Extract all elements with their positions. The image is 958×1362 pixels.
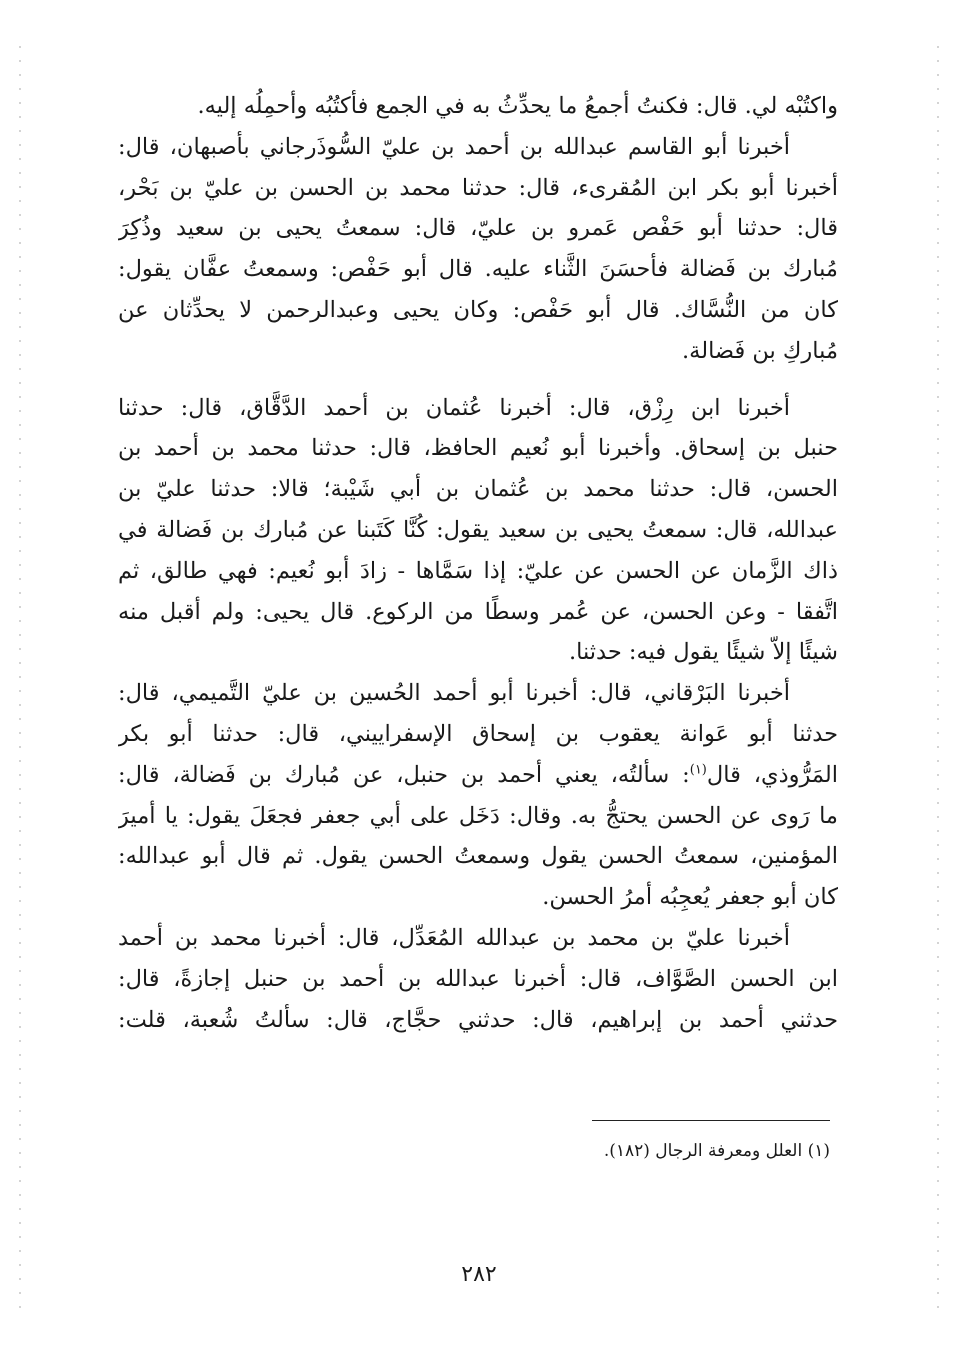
text-line: كان أبو جعفر يُعجِبُه أمرُ الحسن. [542, 884, 838, 911]
text-line: شيئًا إلاّ شيئًا يقول فيه: حدثنا. [568, 639, 838, 666]
text-line: حدثني أحمد بن إبراهيم، قال: حدثني حجَّاج، قال: سألتُ شُعبة، قلت: [118, 1006, 838, 1033]
text-line: مُبارك بن فَضالة فأحسَنَ الثَّناء عليه. قال أبو حَفْص: وسمعتُ عفَّان يقول: [118, 256, 838, 283]
text-line: اتَّفقا - وعن الحسن، عن عُمر وسطًا من الركوع. قال يحيى: ولم أقبل منه [118, 598, 838, 625]
text-line: أخبرنا البَرْقاني، قال: أخبرنا أبو أحمد الحُسين بن عليّ التَّميمي، قال: [118, 680, 790, 707]
text-line: أخبرنا عليّ بن محمد بن عبدالله المُعَدِّل، قال: أخبرنا محمد بن أحمد [118, 924, 790, 951]
text-line: ذاك الزَّمان عن الحسن عن عليّ: إذا سَمَّاها - زادَ أبو نُعيم: فهي طالق، ثم [118, 557, 838, 584]
text-line: أخبرنا ابن رِزْق، قال: أخبرنا عُثمان بن أحمد الدَّقَّاق، قال: حدثنا [118, 394, 790, 421]
text-line: قال: حدثنا أبو حَفْص عَمرو بن عليّ، قال: سمعتُ يحيى بن سعيد وذُكِرَ [118, 215, 838, 242]
text-line: حنبل بن إسحاق. وأخبرنا أبو نُعيم الحافظ، قال: حدثنا محمد بن أحمد بن [118, 435, 838, 462]
text-line [118, 755, 838, 796]
footnote-reference: (١) [689, 762, 707, 778]
text-line: أخبرنا أبو بكر ابن المُقرىء، قال: حدثنا محمد بن الحسن بن عليّ بن بَحْر، [118, 174, 838, 201]
text-segment: المَرُّوذي، قال [706, 761, 838, 788]
text-line: مُباركِ بن فَضالة. [682, 337, 838, 364]
text-line: ابن الحسن الصَّوَّاف، قال: أخبرنا عبدالله بن أحمد بن حنبل إجازةً، قال: [118, 965, 838, 992]
text-line: أخبرنا أبو القاسم عبدالله بن أحمد بن عليّ السُّوذَرجاني بأصبهان، قال: [118, 133, 790, 160]
page-number: ٢٨٢ [461, 1262, 497, 1287]
text-line: حدثنا أبو عَوانة يعقوب بن إسحاق الإسفراييني، قال: حدثنا أبو بكر [118, 720, 838, 747]
scan-margin-right [936, 40, 940, 1320]
text-line: واكتُبْه لي. قال: فكنتُ أجمعُ ما يحدِّثُ به في الجمع فأكتُبُه وأحمِلُه إليه. [197, 93, 838, 119]
text-line: كان من النُّسَّاك. قال أبو حَفْص: وكان يحيى وعبدالرحمن لا يحدِّثان عن [118, 296, 838, 323]
text-line: الحسن، قال: حدثنا محمد بن عُثمان بن أبي شَيْبة؛ قالا: حدثنا عليّ بن [118, 476, 838, 503]
text-line: عبدالله، قال: سمعتُ يحيى بن سعيد يقول: كُنَّا كَتَبنا عن مُبارك بن فَضالة في [118, 516, 838, 543]
main-text [118, 86, 838, 1040]
scan-margin-left [18, 40, 22, 1320]
text-line: ما رَوى عن الحسن يحتجُّ به. وقال: دَخَل على أبي جعفر فجعَلَ يقول: يا أميرَ [118, 802, 838, 829]
text-line: المؤمنين، سمعتُ الحسن يقول وسمعتُ الحسن يقول. ثم قال أبو عبدالله: [118, 843, 838, 870]
footnote-divider [592, 1120, 830, 1121]
text-segment: : سألتُه، يعني أحمد بن حنبل، عن مُبارك بن فَضالة، قال: [118, 761, 690, 788]
footnote: (١) العلل ومعرفة الرجال (١٨٢). [603, 1141, 830, 1161]
